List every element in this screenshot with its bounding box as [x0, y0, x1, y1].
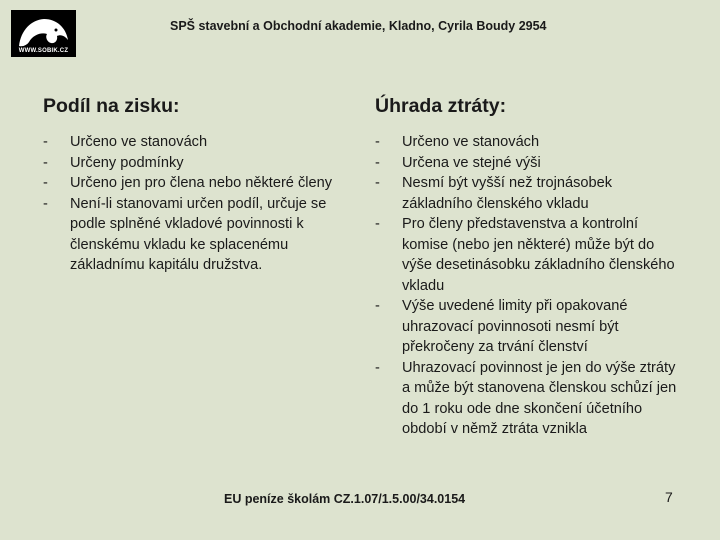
- list-item: - Výše uvedené limity při opakované uhrazovací povinnosoti nesmí být překročeny za trvání členství: [375, 296, 685, 358]
- list-item: - Určeny podmínky: [43, 153, 348, 174]
- header-title: SPŠ stavební a Obchodní akademie, Kladno, Cyrila Boudy 2954: [170, 19, 547, 33]
- list-item: - Určena ve stejné výši: [375, 153, 685, 174]
- list-item: - Uhrazovací povinnost je jen do výše ztráty a může být stanovena členskou schůzí jen do 1 roku ode dne skončení účetního období v němž ztráta vznikla: [375, 358, 685, 440]
- footer-text: EU peníze školám CZ.1.07/1.5.00/34.0154: [224, 492, 466, 506]
- page-number: 7: [665, 489, 673, 505]
- profit-share-heading: Podíl na zisku:: [43, 95, 180, 117]
- loss-coverage-list: [375, 132, 685, 440]
- profit-share-list: [43, 132, 348, 276]
- profit-share-section: [43, 95, 348, 276]
- list-item: - Určeno ve stanovách: [375, 132, 685, 153]
- list-item: - Nesmí být vyšší než trojnásobek základního členského vkladu: [375, 173, 685, 214]
- logo-text: WWW.SOBIK.CZ: [18, 48, 69, 54]
- loss-coverage-section: [375, 95, 685, 440]
- loss-coverage-heading: Úhrada ztráty:: [375, 95, 507, 117]
- list-item: - Pro členy představenstva a kontrolní komise (nebo jen některé) může být do výše desetinásobku základního členského vkladu: [375, 214, 685, 296]
- list-item: - Určeno jen pro člena nebo některé členy: [43, 173, 348, 194]
- list-item: - Určeno ve stanovách: [43, 132, 348, 153]
- list-item: - Není-li stanovami určen podíl, určuje se podle splněné vkladové povinnosti k členskému vkladu ke splacenému základnímu kapitálu družstva.: [43, 194, 348, 276]
- school-logo: [11, 10, 76, 57]
